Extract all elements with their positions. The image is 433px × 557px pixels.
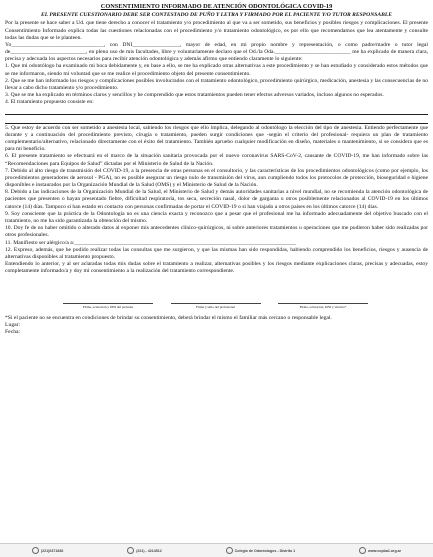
footer-phone-2: (221) - 4214512 (127, 547, 162, 554)
declaration-paragraph[interactable]: Yo_________________________________, con DNI_________________, mayor de edad, en mi propio nombre y representación, o como padre/madre o tutor legal de___________________________, en pleno uso de mis facultades, libre y voluntariamente declaro que el Od./la Oda.___________________________ me ha explicado de manera clara, precisa y adecuada los aspectos necesarios para recibir atención odontológica y además afirmo que entiendo claramente lo siguiente: (5, 41, 428, 63)
footer-phone-1: (221)6371836 (32, 547, 63, 554)
treatment-blank-line-2[interactable] (5, 116, 428, 124)
whatsapp-icon (32, 547, 39, 554)
clause-7: 7. Debido al alto riesgo de transmisión del COVID-19, a la presencia de otras personas en el consultorio, y las características de los procedimientos odontológicos (como por ejemplo, los procedimientos generadores de aerosol - PGA), no es posible asegurar un riesgo nulo de transmisión del virus, aun cumpliendo todos los protocolos de protección, bioseguridad e higiene disponibles e instaurados por la Organización Mundial de la Salud (OMS) y el Ministerio de Salud de la Nación. (5, 167, 428, 189)
footer-web[interactable]: www.copba1.org.ar (359, 547, 401, 554)
date-field[interactable]: Fecha: (5, 329, 21, 336)
clause-6: 6. El presente tratamiento se efectuará en el marco de la situación sanitaria provocada por el nuevo coronavirus SARS-CoV-2, causante de COVID-19, me han informado sobre las “Recomendaciones para Equipos de Salud” dictadas por el Ministerio de Salud de la Nación. (5, 153, 428, 167)
guardian-signature-field[interactable]: Firma, aclaración, DNI y vínculo* (278, 303, 368, 309)
location-icon (226, 547, 233, 554)
clause-1: 1. Que mi odontólogo ha examinado mi boca debidamente y, en base a ello, se me ha explicado otras alternativas a este procedimiento y se han estudiado y considerado estos métodos que se me informaron, siendo mi voluntad que se me realice el procedimiento objeto del presente consentimiento. (5, 63, 428, 77)
clause-10: 10. Doy fe de no haber omitido o alterado datos al exponer mis antecedentes clínico-quirúrgicos, ni sobre anteriores tratamientos u operaciones que me pudieron haber sido realizadas por otros profesionales. (5, 225, 428, 239)
place-field[interactable]: Lugar: (5, 321, 21, 328)
document-subtitle: EL PRESENTE CUESTIONARIO DEBE SER CONTESTADO DE PUÑO Y LETRA Y FIRMADO POR EL PACIENTE Y/O TUTOR RESPONSABLE (41, 11, 392, 18)
professional-signature-field[interactable]: Firma y sello del profesional (171, 303, 261, 309)
form-body (5, 20, 428, 275)
document-title: CONSENTIMIENTO INFORMADO DE ATENCIÓN ODONTOLÓGICA COVID-19 (100, 3, 333, 10)
clause-3: 3. Que se me ha explicado en términos claros y sencillos y he comprendido que estos tratamientos pueden tener efectos adversos variados, incluso algunos no esperados. (5, 92, 384, 99)
footer-bar (0, 543, 433, 557)
closing-paragraph: Entendiendo lo anterior, y al ser aclaradas todas mis dudas sobre el tratamiento a realizar, alternativas posibles y los riesgos mediante explicaciones claras, precisas y adecuadas, estoy completamente informado/a y doy mi consentimiento a la realización del tratamiento correspondiente. (5, 261, 428, 275)
globe-icon (359, 547, 366, 554)
treatment-blank-line-1[interactable] (5, 107, 428, 115)
signature-section (5, 303, 428, 309)
clause-2: 2. Que se me han informado los riesgos y complicaciones posibles involucrados con el tratamiento odontológico, procedimiento quirúrgico, medicación, anestesia y las consecuencias de no llevar a cabo dicho tratamiento y/o procedimiento. (5, 77, 428, 92)
clause-5: 5. Que estoy de acuerdo con ser sometido a anestesia local, sabiendo los riesgos que ello implica, delegando al odontólogo la elección del tipo de anestesia. Entiendo perfectamente que durante y a continuación del procedimiento previsto, cirugía o tratamiento, pueden surgir condiciones que -según el criterio del profesional- requiera un plan de tratamiento complementario/alternativo, relacionado directamente con el éxito del tratamiento. También apruebo cualquier modificación en diseño, materiales o mantenimiento, si se considera que es para mi beneficio. (5, 124, 428, 153)
phone-icon (127, 547, 134, 554)
guardian-note: *Si el paciente no se encuentra en condiciones de brindar su consentimiento, deberá brindar el mismo el familiar más cercano o responsable legal. (5, 314, 332, 321)
clause-4: 4. El tratamiento propuesto consiste en: (5, 99, 94, 106)
clause-8: 8. Debido a las indicaciones de la Organización Mundial de la Salud, el Ministerio de Salud y demás autoridades sanitarias a nivel mundial, no se recomienda la atención odontológica de pacientes que presenten o hayan presentado fiebre, dificultad respiratoria, tos seca, secreción nasal, dolor de garganta u otros posiblemente relacionados al COVID-19 en los últimos catorce (14) días. Tampoco si han estado en contacto con personas confirmadas de portar el COVID-19 o si han viajado a otros países en los últimos catorce (14) días. (5, 189, 428, 210)
clause-12: 12. Expreso, además, que he podido realizar todas las consultas que me surgieron, y que las mismas han sido respondidas, habiendo comprendido los beneficios, riesgos y ausencia de alternativas disponibles al tratamiento propuesto. (5, 246, 428, 260)
clause-11-allergy[interactable]: 11. Manifiesto ser alérgico/a a:_______________________________________________________________________________ (5, 239, 296, 246)
clause-9: 9. Soy consciente que la práctica de la Odontología no es una ciencia exacta y reconozco que a pesar que el profesional me ha informado adecuadamente del objetivo buscado con el tratamiento, no me ha sido garantizada la obtención del mismo. (5, 210, 428, 225)
footer-org: Colegio de Odontologos - Distrito 1 (226, 547, 296, 554)
patient-signature-field[interactable]: Firma, aclaración y DNI del paciente (63, 303, 153, 309)
intro-paragraph: Por la presente se hace saber a Ud. que tiene derecho a conocer el tratamiento y/o procedimiento al que va a ser sometido, sus beneficios y posibles riesgos y complicaciones. El presente Consentimiento Informado explica todas las cuestiones relacionadas con el procedimiento y/o tratamiento odontológico, es por ello que recomendamos que lea atentamente y consulte todas las dudas que se le planteen. (5, 20, 428, 41)
